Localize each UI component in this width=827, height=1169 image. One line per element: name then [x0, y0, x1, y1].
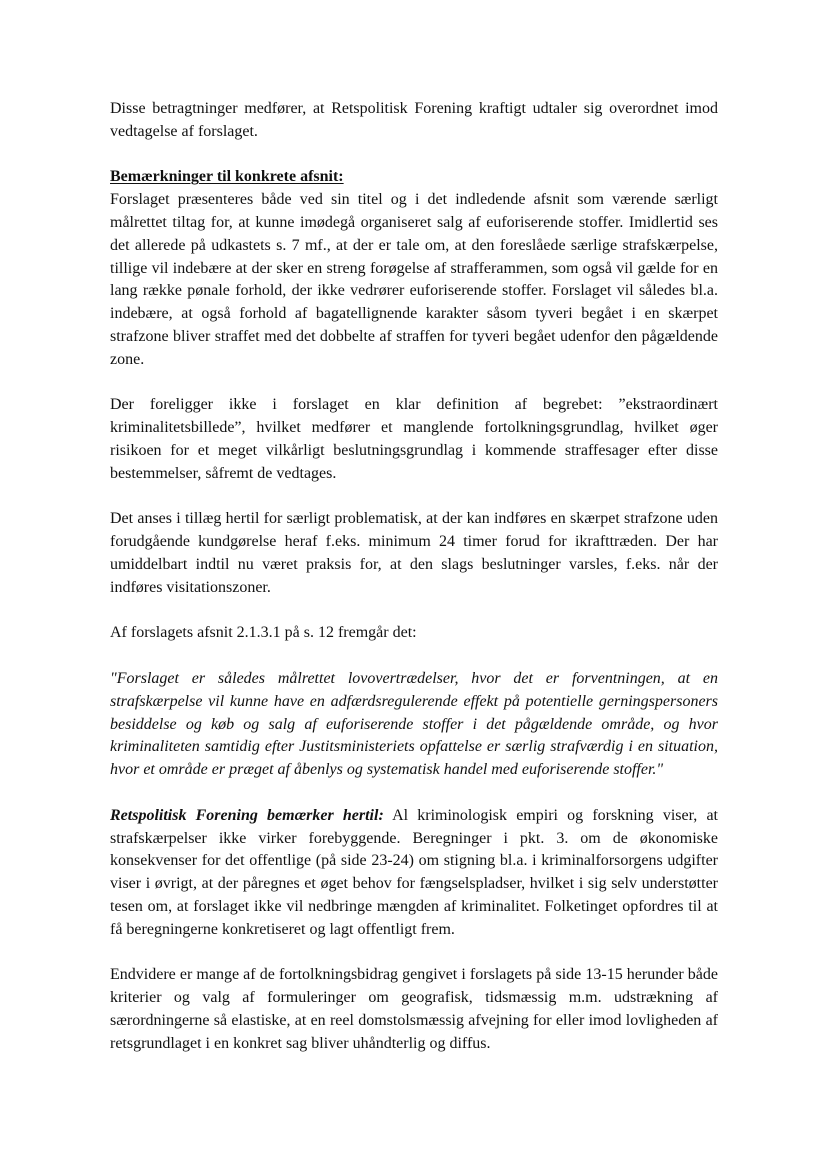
document-page — [110, 98, 718, 1078]
paragraph-strafzone: Det anses i tillæg hertil for særligt problematisk, at der kan indføres en skærpet strafzone uden forudgående kundgørelse heraf f.eks. minimum 24 timer forud for ikrafttræden. Der har umiddelbart indtil nu været praksis for, at den slags beslutninger varsles, f.eks. når der indføres visitationszoner. — [110, 510, 718, 596]
quoted-passage: "Forslaget er således målrettet lovovertrædelser, hvor det er forventningen, at en strafskærpelse vil kunne have en adfærdsregulerende effekt på potentielle gerningspersoners besiddelse og køb og salg af euforiserende stoffer i det pågældende område, og hvor kriminaliteten samtidig efter Justitsministeriets opfattelse er særlig strafværdig i en situation, hvor et område er præget af åbenlys og systematisk handel med euforiserende stoffer." — [110, 669, 718, 779]
paragraph-association-remarks — [110, 805, 718, 942]
section-heading: Bemærkninger til konkrete afsnit: — [110, 168, 344, 186]
paragraph-definition: Der foreligger ikke i forslaget en klar definition af begrebet: ”ekstraordinært kriminalitetsbillede”, hvilket medfører et manglende fortolkningsgrundlag, hvilket øger risikoen for et meget vilkårligt beslutningsgrundlag i kommende straffesager efter disse bestemmelser, såfremt de vedtages. — [110, 396, 718, 482]
paragraph-interpretation: Endvidere er mange af de fortolkningsbidrag gengivet i forslagets på side 13-15 herunder både kriterier og valg af formuleringer om geografisk, tidsmæssig m.m. udstrækning af særordningerne så elastiske, at en reel domstolsmæssig afvejning for eller imod lovligheden af retsgrundlaget i en konkret sag bliver uhåndterlig og diffus. — [110, 966, 718, 1052]
section-block-remarks — [110, 166, 718, 371]
paragraph-section-reference: Af forslagets afsnit 2.1.3.1 på s. 12 fremgår det: — [110, 624, 417, 642]
association-remarks-lead: Retspolitisk Forening bemærker hertil: — [110, 806, 384, 824]
association-remarks-body: Al kriminologisk empiri og forskning viser, at strafskærpelser ikke virker forebyggende. Beregninger i pkt. 3. om de økonomiske konsekvenser for det offentlige (på side 23-24) om stigning bl.a. i kriminalforsorgens udgifter viser i øvrigt, at der påregnes et øget behov for fængselspladser, hvilket i sig selv understøtter tesen om, at forslaget ikke vil nedbringe mængden af kriminalitet. Folketinget opfordres til at få beregningerne konkretiseret og lagt offentligt frem. — [110, 806, 719, 938]
paragraph-presentation: Forslaget præsenteres både ved sin titel og i det indledende afsnit som værende særligt målrettet tiltag for, at kunne imødegå organiseret salg af euforiserende stoffer. Imidlertid ses det allerede på udkastets s. 7 mf., at der er tale om, at den foreslåede særlige strafskærpelse, tillige vil indebære at der sker en streng forøgelse af strafferammen, som også vil gælde for en lang række pønale forhold, der ikke vedrører euforiserende stoffer. Forslaget vil således bl.a. indebære, at også forhold af bagatellignende karakter såsom tyveri begået i en skærpet strafzone bliver straffet med det dobbelte af straffen for tyveri begået udenfor den pågældende zone. — [110, 191, 718, 368]
paragraph-intro: Disse betragtninger medfører, at Retspolitisk Forening kraftigt udtaler sig overordnet imod vedtagelse af forslaget. — [110, 100, 718, 140]
